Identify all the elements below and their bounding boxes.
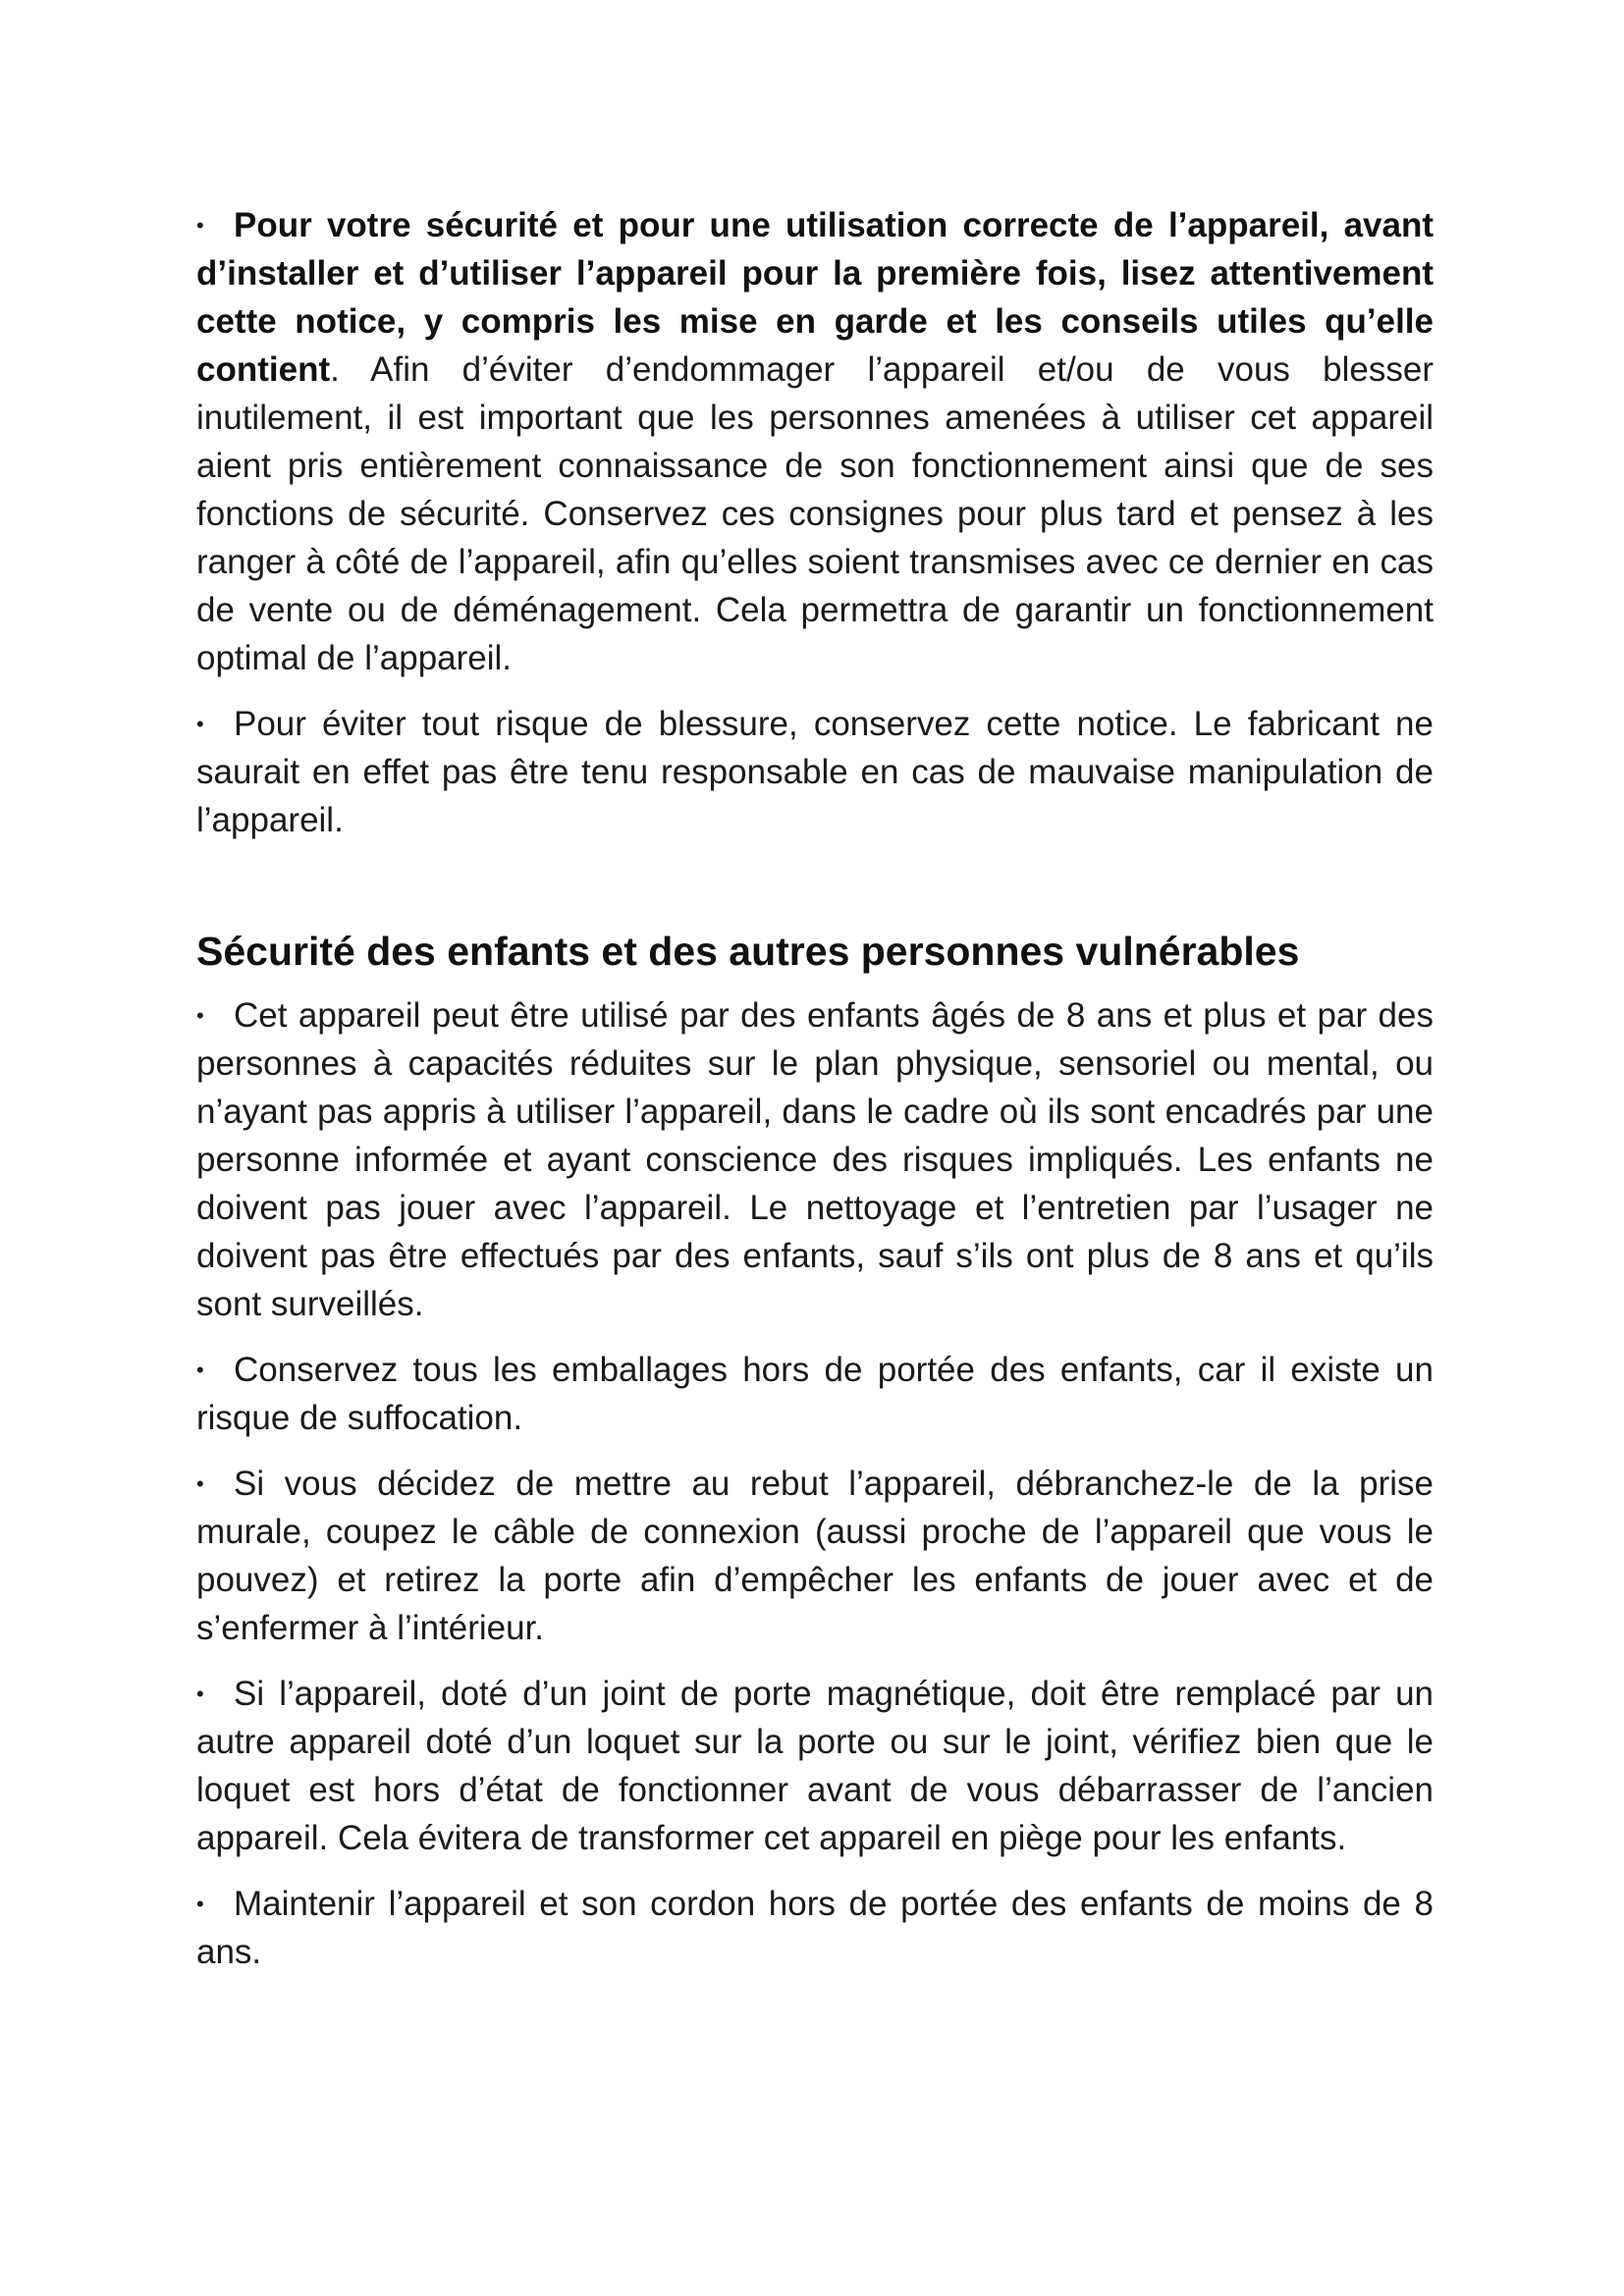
list-item-text: Si vous décidez de mettre au rebut l’appareil, débranchez-le de la prise murale, coupez le câble de connexion (aussi proche de l’appareil que vous le pouvez) et retirez la porte afin d’empêcher les enfants de jouer avec et de s’enfermer à l’intérieur. [196, 1465, 1434, 1647]
list-item [196, 1346, 1434, 1442]
bullet-marker: • [196, 1003, 204, 1028]
bullet-marker: • [196, 712, 204, 736]
intro-paragraph-2 [196, 700, 1434, 844]
bullet-marker: • [196, 1892, 204, 1916]
list-item-text: Maintenir l’appareil et son cordon hors de portée des enfants de moins de 8 ans. [196, 1885, 1434, 1971]
bullet-marker: • [196, 1358, 204, 1382]
bullet-marker: • [196, 1682, 204, 1706]
list-item-text: Cet appareil peut être utilisé par des enfants âgés de 8 ans et plus et par des personnes à capacités réduites sur le plan physique, sensoriel ou mental, ou n’ayant pas appris à utiliser l’appareil, dans le cadre où ils sont encadrés par une personne informée et ayant conscience des risques impliqués. Les enfants ne doivent pas jouer avec l’appareil. Le nettoyage et l’entretien par l’usager ne doivent pas être effectués par des enfants, sauf s’ils ont plus de 8 ans et qu’ils sont surveillés. [196, 996, 1434, 1323]
intro-bold-text: Pour votre sécurité et pour une utilisation correcte de l’appareil, avant d’installer et d’utiliser l’appareil pour la première fois, lisez attentivement cette notice, y compris les mise en garde et les conseils utiles qu’elle contient [196, 206, 1434, 389]
bullet-marker: • [196, 1471, 204, 1496]
list-item [196, 1460, 1434, 1652]
bullet-marker: • [196, 213, 204, 238]
list-item [196, 1880, 1434, 1976]
section-heading: Sécurité des enfants et des autres personnes vulnérables [196, 929, 1300, 974]
list-item-text: Conservez tous les emballages hors de portée des enfants, car il existe un risque de suffocation. [196, 1351, 1434, 1437]
intro-body-text: . Afin d’éviter d’endommager l’appareil et/ou de vous blesser inutilement, il est important que les personnes amenées à utiliser cet appareil aient pris entièrement connaissance de son fonctionnement ainsi que de ses fonctions de sécurité. Conservez ces consignes pour plus tard et pensez à les ranger à côté de l’appareil, afin qu’elles soient transmises avec ce dernier en cas de vente ou de déménagement. Cela permettra de garantir un fonctionnement optimal de l’appareil. [196, 350, 1434, 677]
intro-body-text: Pour éviter tout risque de blessure, conservez cette notice. Le fabricant ne saurait en effet pas être tenu responsable en cas de mauvaise manipulation de l’appareil. [196, 705, 1434, 839]
document-page [196, 201, 1434, 1994]
intro-paragraph-1 [196, 201, 1434, 682]
list-item [196, 1670, 1434, 1862]
list-item [196, 991, 1434, 1328]
list-item-text: Si l’appareil, doté d’un joint de porte magnétique, doit être remplacé par un autre appareil doté d’un loquet sur la porte ou sur le joint, vérifiez bien que le loquet est hors d’état de fonctionner avant de vous débarrasser de l’ancien appareil. Cela évitera de transformer cet appareil en piège pour les enfants. [196, 1675, 1434, 1857]
